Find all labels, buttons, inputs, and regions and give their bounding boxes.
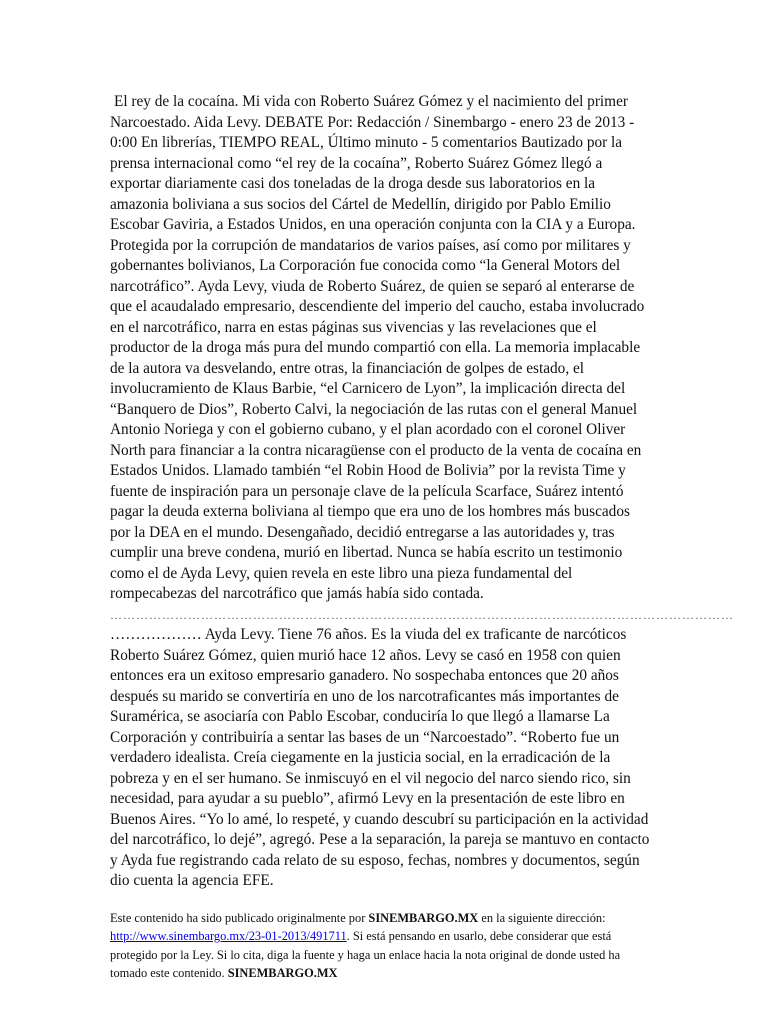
footer-text-3: . Si está pensando en usarlo, debe considerar que está protegido por la Ley. Si lo cita, diga la fuente y haga un enlace hacia la nota original de donde usted ha tomado este contenido. [110,929,621,980]
footer-text-2: en la siguiente dirección: [478,911,606,925]
article-paragraph-1: El rey de la cocaína. Mi vida con Roberto Suárez Gómez y el nacimiento del primer Narcoestado. Aida Levy. DEBATE Por: Redacción / Sinembargo - enero 23 de 2013 - 0:00 En librerías, TIEMPO REAL, Último minuto - 5 comentarios Bautizado por la prensa internacional como “el rey de la cocaína”, Roberto Suárez Gómez llegó a exportar diariamente casi dos toneladas de la droga desde sus laboratorios en la amazonia boliviana a sus socios del Cártel de Medellín, dirigido por Pablo Emilio Escobar Gaviria, a Estados Unidos, en una operación conjunta con la CIA y a Europa. Protegida por la corrupción de mandatarios de varios países, así como por militares y gobernantes bolivianos, La Corporación fue conocida como “la General Motors del narcotráfico”. Ayda Levy, viuda de Roberto Suárez, de quien se separó al enterarse de que el acaudalado empresario, descendiente del imperio del caucho, estaba involucrado en el narcotráfico, narra en estas páginas sus vivencias y las revelaciones que el productor de la droga más pura del mundo compartió con ella. La memoria implacable de la autora va desvelando, entre otras, la financiación de golpes de estado, el involucramiento de Klaus Barbie, “el Carnicero de Lyon”, la implicación directa del “Banquero de Dios”, Roberto Calvi, la negociación de las rutas con el general Manuel Antonio Noriega y con el gobierno cubano, y el plan acordado con el coronel Oliver North para financiar a la contra nicaragüense con el producto de la venta de cocaína en Estados Unidos. Llamado también “el Robin Hood de Bolivia” por la revista Time y fuente de inspiración para un personaje clave de la película Scarface, Suárez intentó pagar la deuda externa boliviana al tiempo que era uno de los hombres más buscados por la DEA en el mundo. Desengañado, decidió entregarse a las autoridades y, tras cumplir una breve condena, murió en libertad. Nunca se había escrito un testimonio como el de Ayda Levy, quien revela en este libro una pieza fundamental del rompecabezas del narcotráfico que jamás había sido contada. [110,93,645,602]
footer-brand-2: SINEMBARGO.MX [227,965,338,980]
article-body [110,92,734,892]
footer-notice [110,909,654,982]
source-link[interactable]: http://www.sinembargo.mx/23-01-2013/491711 [110,929,347,944]
footer-text-1: Este contenido ha sido publicado originalmente por [110,911,369,925]
article-paragraph-2: ……………… Ayda Levy. Tiene 76 años. Es la viuda del ex traficante de narcóticos Roberto Suárez Gómez, quien murió hace 12 años. Levy se casó en 1958 con quien entonces era un exitoso empresario ganadero. No sospechaba entonces que 20 años después su marido se convertiría en uno de los narcotraficantes más importantes de Suramérica, se asociaría con Pablo Escobar, conduciría lo que llegó a llamarse La Corporación y contribuiría a sentar las bases de un “Narcoestado”. “Roberto fue un verdadero idealista. Creía ciegamente en la justicia social, en la erradicación de la pobreza y en el ser humano. Se inmiscuyó en el vil negocio del narco siendo rico, sin necesidad, para ayudar a su pueblo”, afirmó Levy en la presentación de este libro en Buenos Aires. “Yo lo amé, lo respeté, y cuando descubrí su participación en la actividad del narcotráfico, lo dejé”, agregó. Pese a la separación, la pareja se mantuvo en contacto y Ayda fue registrando cada relato de su esposo, fechas, nombres y documentos, según dio cuenta la agencia EFE. [110,626,650,889]
copyright-footer [110,909,654,982]
footer-brand-1: SINEMBARGO.MX [368,911,479,925]
dotted-separator: ……………………………………………………………………………………………………………………………… [110,607,734,622]
